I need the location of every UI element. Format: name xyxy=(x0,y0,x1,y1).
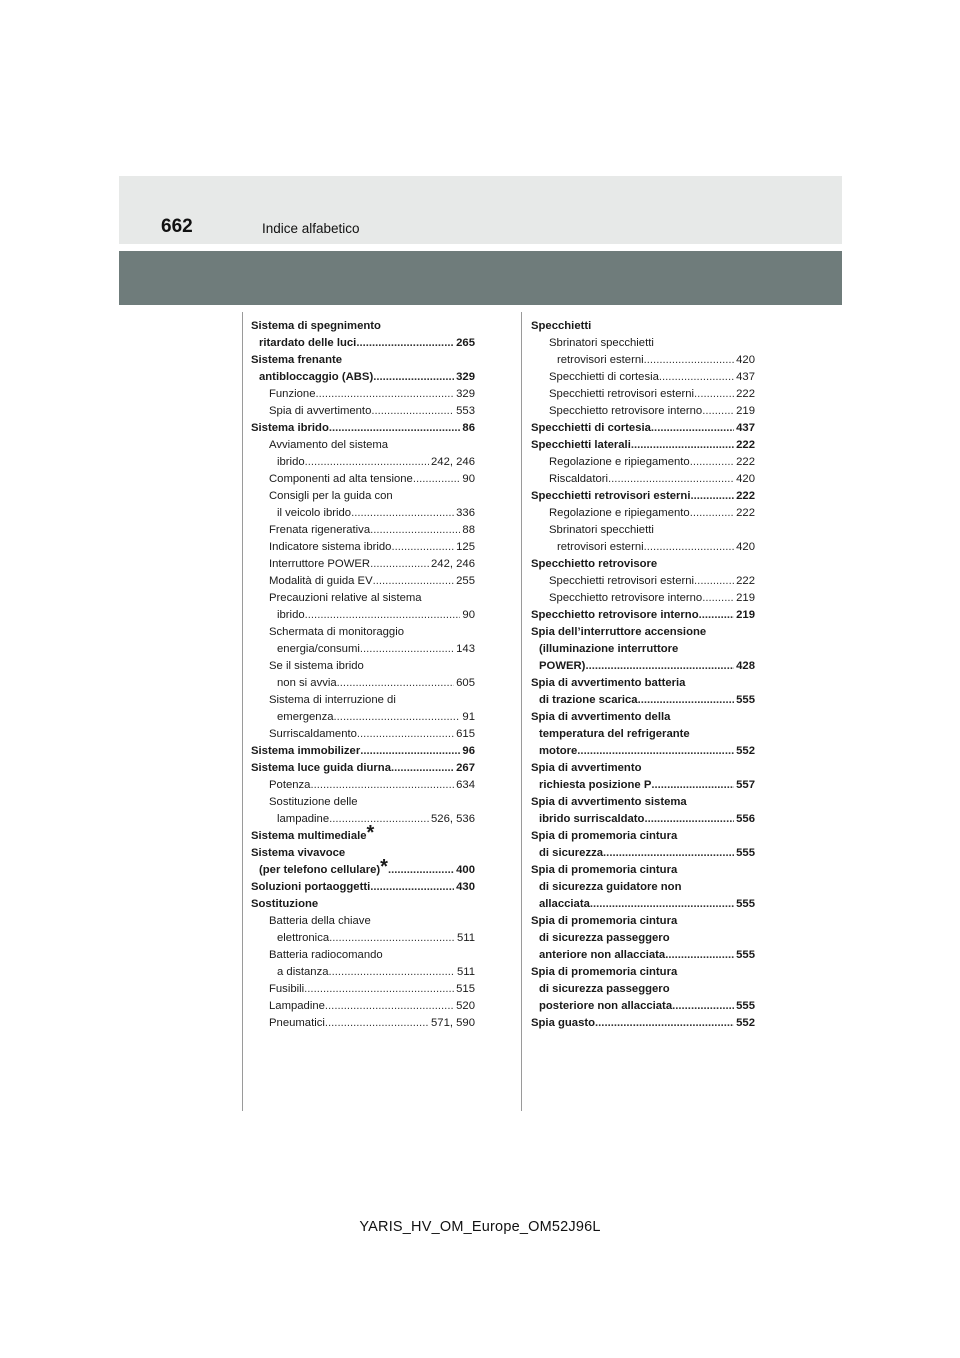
index-entry xyxy=(251,658,475,675)
document-code: YARIS_HV_OM_Europe_OM52J96L xyxy=(359,1219,601,1235)
index-entry-text: motore xyxy=(539,745,578,757)
dot-leader xyxy=(329,930,455,947)
index-entry xyxy=(251,998,475,1015)
column-divider-right xyxy=(521,312,522,1111)
index-entry-text: (per telefono cellulare) xyxy=(259,864,381,876)
index-entry-text: lampadine xyxy=(277,813,330,825)
index-entry-text: Avviamento del sistema xyxy=(269,439,389,451)
index-entry-page: 219 xyxy=(736,609,755,621)
index-entry xyxy=(531,641,755,658)
index-entry xyxy=(251,760,475,777)
index-entry xyxy=(531,845,755,862)
index-entry-text: Batteria radiocomando xyxy=(269,949,383,961)
index-entry xyxy=(251,505,475,522)
index-entry-text: di sicurezza passeggero xyxy=(539,932,670,944)
index-entry xyxy=(251,488,475,505)
index-entry xyxy=(251,556,475,573)
index-entry-page: 605 xyxy=(456,677,475,689)
index-entry xyxy=(531,777,755,794)
index-entry-page: 125 xyxy=(456,541,475,553)
index-entry-text: Sbrinatori specchietti xyxy=(549,524,654,536)
index-entry xyxy=(531,658,755,675)
index-entry-page: 437 xyxy=(736,371,755,383)
index-entry xyxy=(531,471,755,488)
index-entry-text: Specchietti retrovisori esterni xyxy=(549,575,695,587)
index-entry-text: Specchietto retrovisore interno xyxy=(549,405,703,417)
index-entry-text: Specchietti retrovisori esterni xyxy=(549,388,695,400)
index-entry-text: emergenza xyxy=(277,711,334,723)
index-entry-text: ibrido xyxy=(277,609,305,621)
index-entry xyxy=(251,369,475,386)
dot-leader xyxy=(356,335,454,352)
index-entry xyxy=(531,573,755,590)
index-entry-text: Consigli per la guida con xyxy=(269,490,393,502)
index-entry-text: (illuminazione interruttore xyxy=(539,643,679,655)
index-entry-page: 555 xyxy=(736,847,755,859)
index-entry xyxy=(251,607,475,624)
index-entry-page: 336 xyxy=(456,507,475,519)
index-entry-text: Frenata rigenerativa xyxy=(269,524,371,536)
index-entry-text: di sicurezza passeggero xyxy=(539,983,670,995)
index-entry-text: Specchietti retrovisori esterni xyxy=(531,490,691,502)
index-entry xyxy=(531,743,755,760)
dot-leader xyxy=(373,369,454,386)
index-entry xyxy=(531,760,755,777)
index-entry-text: Batteria della chiave xyxy=(269,915,371,927)
dot-leader xyxy=(391,760,454,777)
index-entry-page: 255 xyxy=(456,575,475,587)
index-entry-text: allacciata xyxy=(539,898,590,910)
dot-leader xyxy=(672,998,734,1015)
index-entry-text: Pneumatici xyxy=(269,1017,325,1029)
index-entry xyxy=(531,692,755,709)
index-entry-page: 571, 590 xyxy=(431,1017,475,1029)
index-entry xyxy=(531,437,755,454)
index-entry-text: di trazione scarica xyxy=(539,694,638,706)
index-entry-text: il veicolo ibrido xyxy=(277,507,352,519)
dot-leader xyxy=(351,505,454,522)
dot-leader xyxy=(391,539,454,556)
index-entry-text: Regolazione e ripiegamento xyxy=(549,456,690,468)
dot-leader xyxy=(603,845,734,862)
index-entry-text: retrovisori esterni xyxy=(557,541,644,553)
index-entry-text: Sistema di spegnimento xyxy=(251,320,381,332)
index-entry xyxy=(531,590,755,607)
dot-leader xyxy=(659,369,734,386)
index-entry-text: energia/consumi xyxy=(277,643,360,655)
index-entry-text: Sistema frenante xyxy=(251,354,343,366)
header-band xyxy=(119,176,842,244)
index-entry-text: Spia di avvertimento della xyxy=(531,711,671,723)
index-entry-text: POWER) xyxy=(539,660,586,672)
index-entry xyxy=(251,896,475,913)
index-entry-text: Spia di promemoria cintura xyxy=(531,830,678,842)
index-entry-page: 511 xyxy=(456,932,475,944)
dot-leader xyxy=(651,420,734,437)
index-entry xyxy=(531,1015,755,1032)
index-entry-text: Specchietto retrovisore interno xyxy=(549,592,703,604)
dot-leader xyxy=(325,1015,429,1032)
index-entry-text: non si avvia xyxy=(277,677,337,689)
index-entry-text: Sistema multimediale xyxy=(251,830,367,842)
index-entry xyxy=(251,437,475,454)
index-entry-text: retrovisori esterni xyxy=(557,354,644,366)
index-entry-text: Soluzioni portaoggetti xyxy=(251,881,371,893)
index-entry-text: a distanza xyxy=(277,966,329,978)
index-entry-page: 555 xyxy=(736,898,755,910)
index-entry-page: 267 xyxy=(456,762,475,774)
index-entry xyxy=(251,913,475,930)
index-entry-page: 555 xyxy=(736,949,755,961)
index-entry xyxy=(531,726,755,743)
index-entry-text: temperatura del refrigerante xyxy=(539,728,690,740)
dot-leader xyxy=(577,743,734,760)
index-entry: (per telefono cellulare) * ..... 400 xyxy=(251,862,475,879)
index-entry xyxy=(531,556,755,573)
index-entry xyxy=(251,709,475,726)
index-entry-page: 222 xyxy=(736,575,755,587)
index-entry-page: 437 xyxy=(736,422,755,434)
index-entry xyxy=(531,420,755,437)
index-entry-page: 430 xyxy=(456,881,475,893)
dot-leader xyxy=(388,862,454,879)
dot-leader xyxy=(370,522,460,539)
dot-leader xyxy=(690,454,734,471)
dot-leader xyxy=(665,947,734,964)
dot-leader xyxy=(360,641,454,658)
dot-leader xyxy=(631,437,734,454)
dot-leader xyxy=(310,777,454,794)
index-entry-page: 520 xyxy=(456,1000,475,1012)
index-entry-text: Lampadine xyxy=(269,1000,325,1012)
index-entry xyxy=(531,879,755,896)
index-entry-text: Funzione xyxy=(269,388,316,400)
dot-leader xyxy=(370,879,454,896)
index-entry-text: Schermata di monitoraggio xyxy=(269,626,405,638)
dot-leader xyxy=(305,454,429,471)
index-entry-page: 420 xyxy=(736,541,755,553)
index-entry xyxy=(531,505,755,522)
index-entry-page: 86 xyxy=(462,422,475,434)
index-entry xyxy=(531,454,755,471)
index-entry xyxy=(251,624,475,641)
index-entry xyxy=(531,607,755,624)
dot-leader xyxy=(638,692,735,709)
index-entry xyxy=(251,1015,475,1032)
index-entry-text: Modalità di guida EV xyxy=(269,575,373,587)
index-entry: Sistema multimediale * xyxy=(251,822,375,844)
index-entry-text: Sistema vivavoce xyxy=(251,847,346,859)
index-entry xyxy=(251,471,475,488)
section-title: Indice alfabetico xyxy=(262,221,360,236)
index-entry xyxy=(251,964,475,981)
index-entry xyxy=(251,692,475,709)
column-divider-left xyxy=(242,312,243,1111)
dot-leader xyxy=(305,607,461,624)
dot-leader xyxy=(644,352,735,369)
dot-leader xyxy=(357,726,454,743)
index-entry xyxy=(531,964,755,981)
index-entry-page: 222 xyxy=(736,388,755,400)
index-entry xyxy=(251,811,475,828)
dot-leader xyxy=(413,471,461,488)
index-entry-text: Fusibili xyxy=(269,983,305,995)
index-entry-text: Spia di avvertimento xyxy=(531,762,642,774)
index-entry xyxy=(531,488,755,505)
index-entry xyxy=(531,386,755,403)
index-entry xyxy=(251,930,475,947)
index-entry-page: 88 xyxy=(462,524,475,536)
index-entry xyxy=(251,590,475,607)
index-entry-page: 420 xyxy=(736,473,755,485)
index-entry xyxy=(251,641,475,658)
index-entry-text: elettronica xyxy=(277,932,330,944)
index-entry xyxy=(531,522,755,539)
index-entry xyxy=(251,352,475,369)
header-banner xyxy=(119,251,842,305)
index-entry-text: Spia di promemoria cintura xyxy=(531,915,678,927)
index-entry-page: 222 xyxy=(736,490,755,502)
index-entry xyxy=(251,947,475,964)
index-entry-text: Spia di promemoria cintura xyxy=(531,966,678,978)
index-entry xyxy=(251,794,475,811)
index-entry-text: Specchietti di cortesia xyxy=(531,422,651,434)
dot-leader xyxy=(702,403,734,420)
dot-leader xyxy=(315,386,454,403)
index-entry-page: 553 xyxy=(456,405,475,417)
index-entry xyxy=(531,709,755,726)
index-entry-text: Componenti ad alta tensione xyxy=(269,473,413,485)
index-entry xyxy=(251,981,475,998)
index-entry-text: Sistema immobilizer xyxy=(251,745,361,757)
index-entry-page: 555 xyxy=(736,1000,755,1012)
index-entry xyxy=(531,369,755,386)
index-entry-page: 329 xyxy=(456,388,475,400)
index-entry xyxy=(251,675,475,692)
index-entry-text: Sistema di interruzione di xyxy=(269,694,396,706)
index-entry-text: Spia di avvertimento sistema xyxy=(531,796,687,808)
index-entry-text: Sostituzione xyxy=(251,898,319,910)
index-column-right xyxy=(531,318,755,1032)
dot-leader xyxy=(370,556,429,573)
index-entry xyxy=(251,522,475,539)
index-entry xyxy=(531,352,755,369)
index-entry-text: posteriore non allacciata xyxy=(539,1000,673,1012)
index-entry xyxy=(251,403,475,420)
dot-leader xyxy=(702,590,734,607)
index-entry-page: 634 xyxy=(456,779,475,791)
index-entry-text: Surriscaldamento xyxy=(269,728,357,740)
dot-leader xyxy=(337,675,454,692)
index-entry-page: 96 xyxy=(462,745,475,757)
index-entry-page: 91 xyxy=(462,711,475,723)
dot-leader xyxy=(590,896,734,913)
dot-leader xyxy=(690,488,734,505)
dot-leader xyxy=(694,573,734,590)
index-entry-text: Riscaldatori xyxy=(549,473,609,485)
index-entry xyxy=(531,930,755,947)
index-entry-page: 265 xyxy=(456,337,475,349)
dot-leader xyxy=(644,539,735,556)
index-entry xyxy=(531,947,755,964)
dot-leader xyxy=(360,743,460,760)
index-entry-text: Sbrinatori specchietti xyxy=(549,337,654,349)
index-entry-page: 552 xyxy=(736,745,755,757)
index-entry xyxy=(251,726,475,743)
dot-leader xyxy=(371,403,454,420)
index-entry xyxy=(531,539,755,556)
index-entry-page: 400 xyxy=(456,864,475,876)
dot-leader xyxy=(644,811,734,828)
index-entry-text: anteriore non allacciata xyxy=(539,949,666,961)
dot-leader xyxy=(329,420,461,437)
index-entry-text: Indicatore sistema ibrido xyxy=(269,541,392,553)
index-entry-text: Potenza xyxy=(269,779,311,791)
index-entry-page: 219 xyxy=(736,592,755,604)
index-entry-text: Spia dell’interruttore accensione xyxy=(531,626,707,638)
index-entry-text: Spia di avvertimento batteria xyxy=(531,677,686,689)
index-entry xyxy=(531,403,755,420)
index-entry-page: 90 xyxy=(462,609,475,621)
index-entry xyxy=(531,913,755,930)
index-entry-page: 511 xyxy=(456,966,475,978)
index-entry xyxy=(251,573,475,590)
index-entry-text: di sicurezza xyxy=(539,847,604,859)
index-entry xyxy=(251,777,475,794)
index-entry-text: ibrido surriscaldato xyxy=(539,813,645,825)
dot-leader xyxy=(699,607,735,624)
dot-leader xyxy=(334,709,461,726)
index-entry xyxy=(531,828,755,845)
index-entry xyxy=(531,675,755,692)
index-entry xyxy=(251,420,475,437)
index-entry xyxy=(531,811,755,828)
index-entry-text: di sicurezza guidatore non xyxy=(539,881,682,893)
index-entry-page: 219 xyxy=(736,405,755,417)
dot-leader xyxy=(690,505,734,522)
index-entry-page: 90 xyxy=(462,473,475,485)
index-entry xyxy=(531,998,755,1015)
index-entry xyxy=(531,318,755,335)
index-entry xyxy=(251,539,475,556)
index-entry xyxy=(251,845,475,862)
index-entry-text: Specchietti di cortesia xyxy=(549,371,659,383)
index-entry-page: 615 xyxy=(456,728,475,740)
index-entry-text: Spia di avvertimento xyxy=(269,405,372,417)
index-entry-page: 242, 246 xyxy=(431,456,475,468)
index-entry xyxy=(531,896,755,913)
dot-leader xyxy=(329,964,455,981)
dot-leader xyxy=(329,811,429,828)
index-entry-page: 552 xyxy=(736,1017,755,1029)
index-entry-text: Spia di promemoria cintura xyxy=(531,864,678,876)
index-entry xyxy=(531,794,755,811)
index-entry xyxy=(531,981,755,998)
index-entry-page: 557 xyxy=(736,779,755,791)
dot-leader xyxy=(325,998,454,1015)
index-entry-page: 555 xyxy=(736,694,755,706)
index-entry-text: Sostituzione delle xyxy=(269,796,358,808)
index-entry xyxy=(251,335,475,352)
index-entry-text: ritardato delle luci xyxy=(259,337,357,349)
dot-leader xyxy=(304,981,454,998)
dot-leader xyxy=(608,471,734,488)
index-entry-page: 420 xyxy=(736,354,755,366)
index-entry-page: 143 xyxy=(456,643,475,655)
index-entry-text: Sistema ibrido xyxy=(251,422,329,434)
index-entry xyxy=(251,879,475,896)
index-entry-text: richiesta posizione P xyxy=(539,779,652,791)
index-entry-page: 222 xyxy=(736,507,755,519)
index-entry xyxy=(531,862,755,879)
index-entry xyxy=(251,318,475,335)
index-entry-page: 526, 536 xyxy=(431,813,475,825)
index-entry-text: Interruttore POWER xyxy=(269,558,371,570)
index-entry-text: ibrido xyxy=(277,456,305,468)
index-entry xyxy=(531,624,755,641)
index-entry-text: Regolazione e ripiegamento xyxy=(549,507,690,519)
index-entry-text: Specchietti laterali xyxy=(531,439,631,451)
dot-leader xyxy=(651,777,734,794)
index-entry-text: Sistema luce guida diurna xyxy=(251,762,391,774)
index-entry xyxy=(251,454,475,471)
index-entry xyxy=(251,386,475,403)
index-entry-page: 222 xyxy=(736,456,755,468)
index-entry-text: Se il sistema ibrido xyxy=(269,660,364,672)
dot-leader xyxy=(694,386,734,403)
index-entry-text: Specchietto retrovisore interno xyxy=(531,609,699,621)
index-entry-page: 329 xyxy=(456,371,475,383)
dot-leader xyxy=(373,573,455,590)
page-number: 662 xyxy=(161,216,193,237)
dot-leader xyxy=(585,658,734,675)
index-entry-text: Specchietti xyxy=(531,320,592,332)
index-entry-text: Spia guasto xyxy=(531,1017,596,1029)
index-entry-page: 515 xyxy=(456,983,475,995)
index-entry-page: 222 xyxy=(736,439,755,451)
index-entry-text: Specchietto retrovisore xyxy=(531,558,658,570)
index-entry-page: 242, 246 xyxy=(431,558,475,570)
index-entry xyxy=(531,335,755,352)
index-column-left xyxy=(251,318,475,1032)
index-entry xyxy=(251,743,475,760)
index-entry-page: 556 xyxy=(736,813,755,825)
index-entry-text: Precauzioni relative al sistema xyxy=(269,592,422,604)
index-entry-page: 428 xyxy=(736,660,755,672)
dot-leader xyxy=(595,1015,734,1032)
index-entry-text: antibloccaggio (ABS) xyxy=(259,371,374,383)
